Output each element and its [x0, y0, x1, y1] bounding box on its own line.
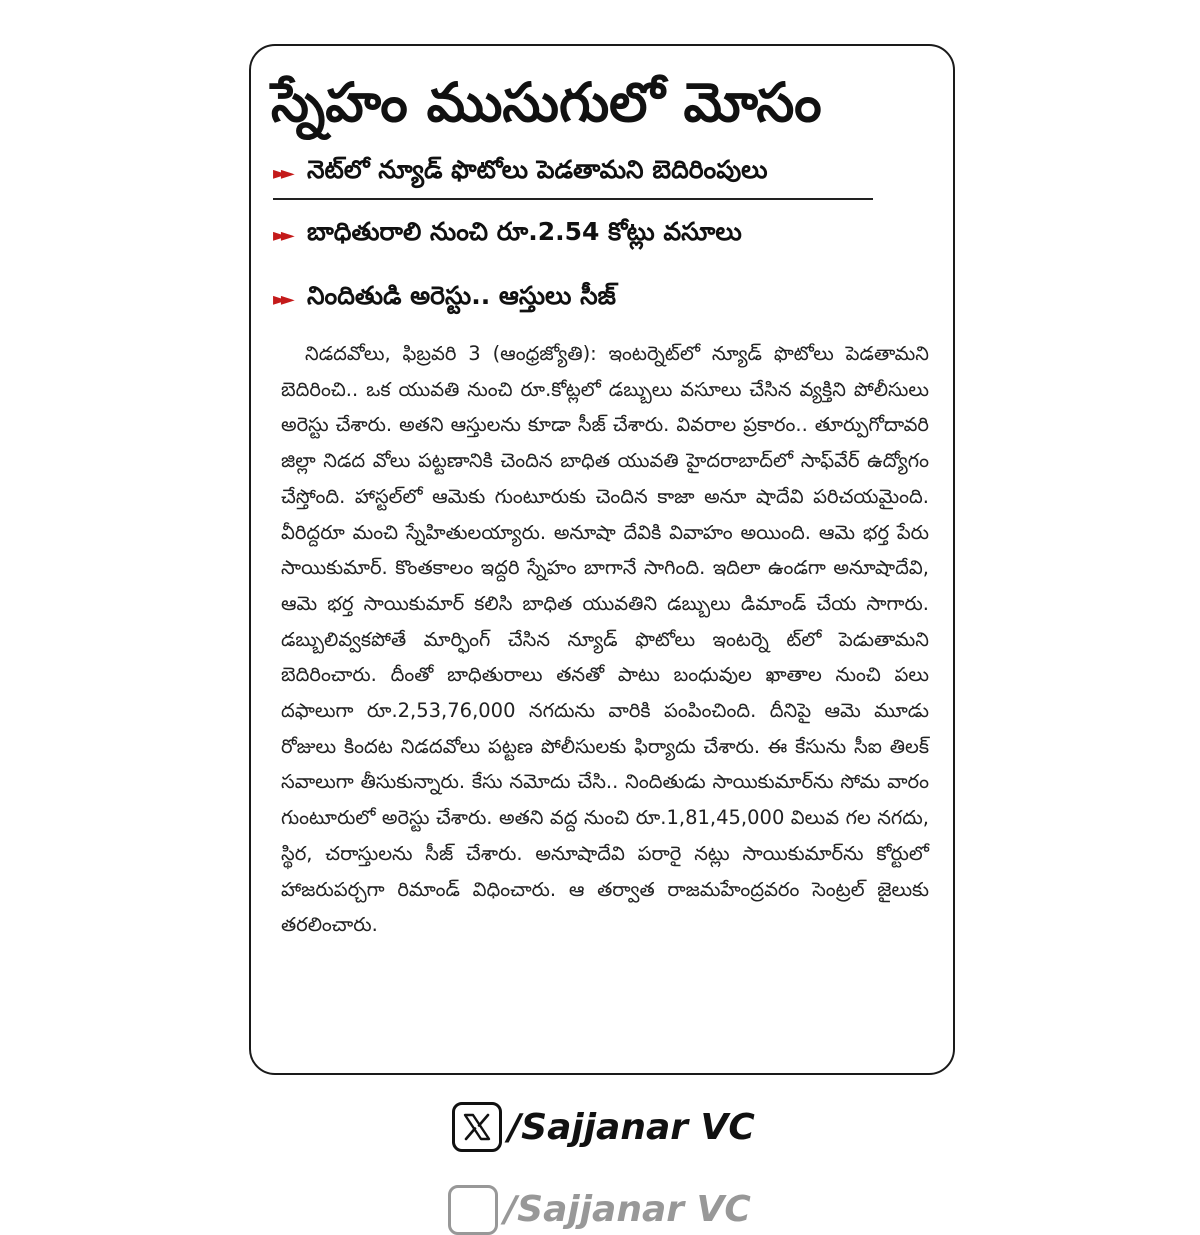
- subheading-1: [273, 152, 873, 200]
- newspaper-clipping: [249, 44, 955, 1075]
- double-arrow-icon: ►►: [273, 224, 289, 246]
- subheading-text: నిందితుడి అరెస్టు.. ఆస్తులు సీజ్: [307, 281, 616, 310]
- credit-watermark: [452, 1097, 755, 1157]
- x-logo-glyph: [461, 1111, 493, 1143]
- x-logo-icon: [448, 1185, 498, 1235]
- credit-watermark-ghost: [448, 1185, 788, 1230]
- double-arrow-icon: ►►: [273, 162, 289, 184]
- subheading-text: బాధితురాలి నుంచి రూ.2.54 కోట్లు వసూలు: [307, 217, 742, 246]
- subheading-text: నెట్‌లో న్యూడ్ ఫొటోలు పెడతామని బెదిరింపులు: [307, 155, 768, 184]
- x-logo-icon: [452, 1102, 502, 1152]
- credit-handle: /Sajjanar VC: [508, 1106, 755, 1148]
- article-body: నిడదవోలు, ఫిబ్రవరి 3 (ఆంధ్రజ్యోతి): ఇంటర్నెట్‌లో న్యూడ్ ఫొటోలు పెడతామని బెదిరించి.. ఒక యువతి నుంచి రూ.కోట్లలో డబ్బులు వసూలు చేసిన వ్యక్తిని పోలీసులు అరెస్టు చేశారు. అతని ఆస్తులను కూడా సీజ్ చేశారు. వివరాల ప్రకారం.. తూర్పుగోదావరి జిల్లా నిడద వోలు పట్టణానికి చెందిన బాధిత యువతి హైదరాబాద్‌లో సాఫ్‌వేర్ ఉద్యోగం చేస్తోంది. హాస్టల్‌లో ఆమెకు గుంటూరుకు చెందిన కాజా అనూ షాదేవి పరిచయమైంది. వీరిద్దరూ మంచి స్నేహితులయ్యారు. అనూషా దేవికి వివాహం అయింది. ఆమె భర్త పేరు సాయికుమార్. కొంతకాలం ఇద్దరి స్నేహం బాగానే సాగింది. ఇదిలా ఉండగా అనూషాదేవి, ఆమె భర్త సాయికుమార్ కలిసి బాధిత యువతిని డబ్బులు డిమాండ్ చేయ సాగారు. డబ్బులివ్వకపోతే మార్ఫింగ్ చేసిన న్యూడ్ ఫొటోలు ఇంటర్నె ట్‌లో పెడుతామని బెదిరించారు. దీంతో బాధితురాలు తనతో పాటు బంధువుల ఖాతాల నుంచి పలు దఫాలుగా రూ.2,53,76,000 నగదును వారికి పంపించింది. దీనిపై ఆమె మూడు రోజులు కిందట నిడదవోలు పట్టణ పోలీసులకు ఫిర్యాదు చేశారు. ఈ కేసును సీఐ తిలక్ సవాలుగా తీసుకున్నారు. కేసు నమోదు చేసి.. నిందితుడు సాయికుమార్‌ను సోమ వారం గుంటూరులో అరెస్టు చేశారు. అతని వద్ద నుంచి రూ.1,81,45,000 విలువ గల నగదు, స్థిర, చరాస్తులను సీజ్ చేశారు. అనూషాదేవి పరారై నట్లు సాయికుమార్‌ను కోర్టులో హాజరుపర్చగా రిమాండ్ విధించారు. ఆ తర్వాత రాజమహేంద్రవరం సెంట్రల్ జైలుకు తరలించారు.: [281, 342, 929, 937]
- credit-handle-ghost: /Sajjanar VC: [504, 1189, 751, 1230]
- subheading-2: [273, 214, 873, 256]
- subheading-3: [273, 278, 873, 320]
- headline: స్నేహం ముసుగులో మోసం: [271, 71, 822, 134]
- double-arrow-icon: ►►: [273, 288, 289, 310]
